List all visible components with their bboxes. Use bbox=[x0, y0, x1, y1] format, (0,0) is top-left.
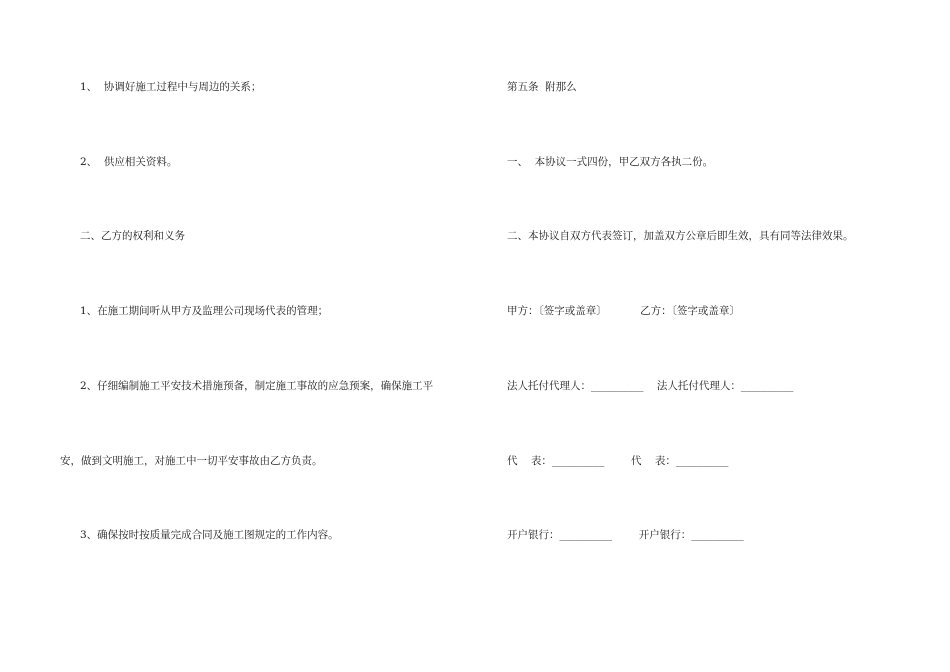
party-b-duty-2-line2: 安，做到文明施工，对施工中一切平安事故由乙方负责。 bbox=[60, 455, 323, 467]
bank-line: 开户银行：__________ 开户银行：__________ bbox=[507, 529, 744, 541]
clause-2: 二、本协议自双方代表签订，加盖双方公章后即生效，具有同等法律效果。 bbox=[507, 230, 854, 242]
representative-line: 代 表：__________ 代 表：__________ bbox=[507, 455, 729, 467]
clause-1: 一、 本协议一式四份，甲乙双方各执二份。 bbox=[507, 156, 714, 168]
party-b-duty-3: 3、确保按时按质量完成合同及施工图规定的工作内容。 bbox=[80, 529, 339, 541]
party-b-duty-1: 1、在施工期间听从甲方及监理公司现场代表的管理； bbox=[80, 305, 329, 317]
article-5-heading: 第五条 附那么 bbox=[507, 81, 577, 93]
authorized-agent-line: 法人托付代理人：__________ 法人托付代理人：__________ bbox=[507, 380, 794, 392]
party-b-duty-2-line1: 2、仔细编制施工平安技术措施预备，制定施工事故的应急预案，确保施工平 bbox=[80, 380, 434, 392]
party-a-duty-2: 2、 供应相关资料。 bbox=[80, 156, 178, 168]
party-a-duty-1: 1、 协调好施工过程中与周边的关系； bbox=[80, 81, 262, 93]
party-b-section-heading: 二、乙方的权利和义务 bbox=[80, 230, 185, 242]
signature-line: 甲方：〔签字或盖章〕 乙方：〔签字或盖章〕 bbox=[507, 305, 740, 317]
